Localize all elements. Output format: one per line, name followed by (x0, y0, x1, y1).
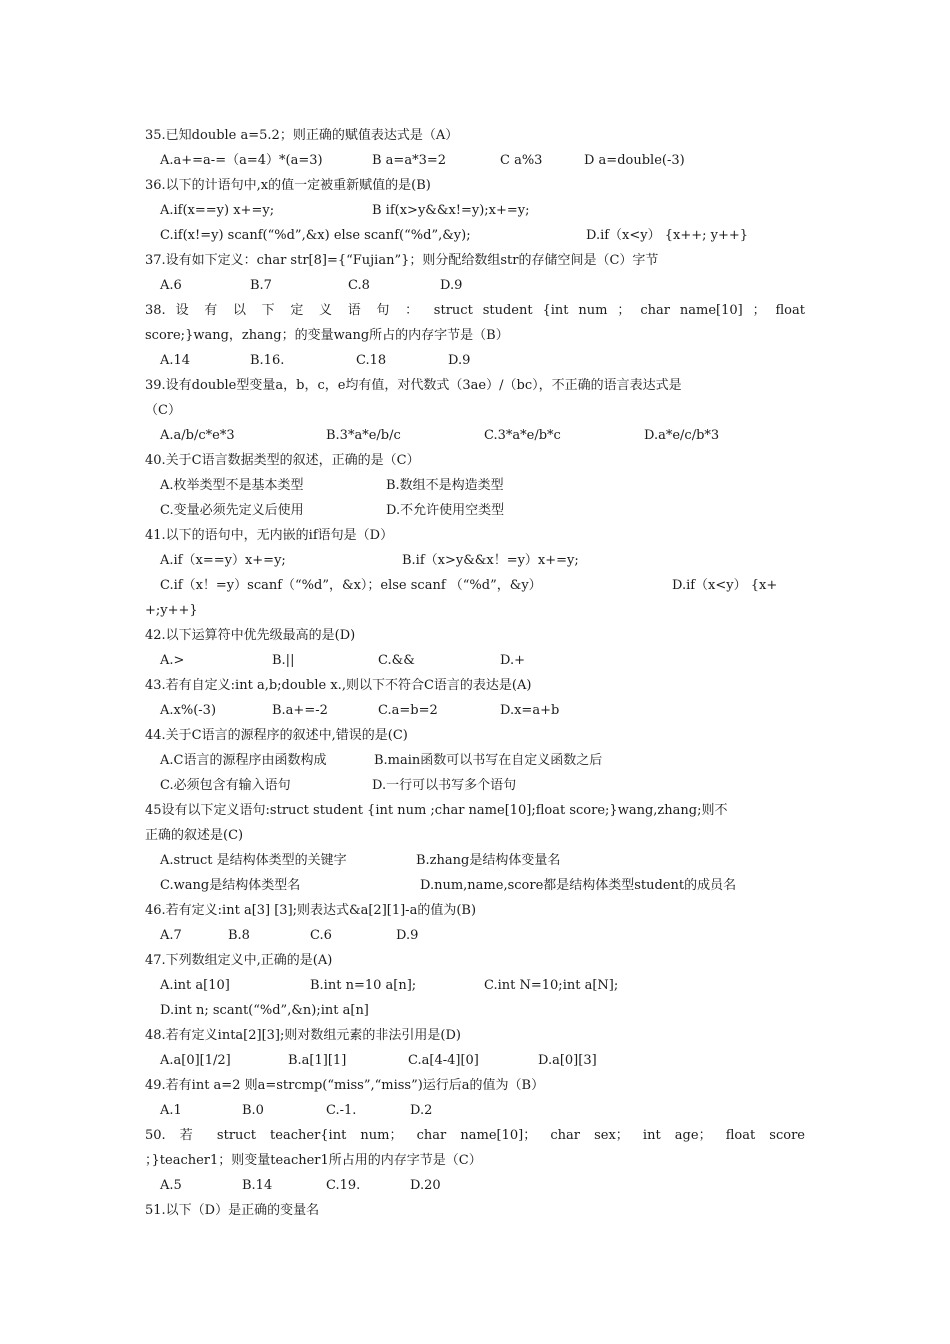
option-c: C.int N=10;int a[N]; (484, 978, 619, 993)
option-d: D.a*e/c/b*3 (644, 428, 720, 443)
question-50-stem: 50. 若 struct teacher{int num； char name[10]； char sex； int age； float score (145, 1128, 805, 1143)
option-b: B.数组不是构造类型 (386, 478, 504, 493)
option-b: B.14 (242, 1178, 273, 1193)
question-39-stem-cont: （C） (145, 403, 181, 418)
option-d: D.+ (500, 653, 525, 668)
option-b: B.a+=-2 (272, 703, 328, 718)
option-c: C.19. (326, 1178, 361, 1193)
option-b: B.main函数可以书写在自定义函数之后 (374, 753, 603, 768)
option-d: D.一行可以书写多个语句 (372, 778, 517, 793)
option-c: C.6 (310, 928, 332, 943)
option-b: B.if（x>y&&x！=y）x+=y; (402, 553, 579, 568)
option-d-cont: +;y++} (145, 603, 198, 618)
option-c: C.a[4-4][0] (408, 1053, 479, 1068)
option-d: D.a[0][3] (538, 1053, 597, 1068)
question-44-stem: 44.关于C语言的源程序的叙述中,错误的是(C) (145, 728, 408, 743)
option-d: D.int n; scant(“%d”,&n);int a[n] (160, 1003, 369, 1018)
option-b: B.zhang是结构体变量名 (416, 853, 561, 868)
option-a: A.int a[10] (160, 978, 230, 993)
option-d: D.x=a+b (500, 703, 560, 718)
question-39-stem: 39.设有double型变量a，b，c，e均有值，对代数式（3ae）/（bc），不正确的语言表达式是 (145, 378, 682, 393)
option-b: B.0 (242, 1103, 264, 1118)
option-a: A.> (160, 653, 185, 668)
option-a: A.if(x==y) x+=y; (160, 203, 275, 218)
option-b: B.|| (272, 653, 295, 668)
option-a: A.x%(-3) (160, 703, 217, 718)
option-d: D.num,name,score都是结构体类型student的成员名 (420, 878, 737, 893)
option-b: B.7 (250, 278, 272, 293)
option-a: A.14 (160, 353, 191, 368)
option-c: C.-1. (326, 1103, 357, 1118)
option-c: C.wang是结构体类型名 (160, 878, 301, 893)
option-b: B a=a*3=2 (372, 153, 447, 168)
option-d: D.if（x<y） {x++; y++} (586, 228, 749, 243)
option-a: A.6 (160, 278, 182, 293)
option-c: C a%3 (500, 153, 543, 168)
option-a: A.5 (160, 1178, 182, 1193)
option-c: C.if(x!=y) scanf(“%d”,&x) else scanf(“%d”,&y); (160, 228, 471, 243)
option-d: D.2 (410, 1103, 433, 1118)
option-d: D.20 (410, 1178, 441, 1193)
question-47-stem: 47.下列数组定义中,正确的是(A) (145, 953, 333, 968)
question-35-stem: 35.已知double a=5.2；则正确的赋值表达式是（A） (145, 128, 459, 143)
option-a: A.a+=a-=（a=4）*(a=3) (160, 153, 323, 168)
option-b: B.16. (250, 353, 285, 368)
question-43-stem: 43.若有自定义:int a,b;double x.,则以下不符合C语言的表达是(A) (145, 678, 532, 693)
question-51-stem: 51.以下（D）是正确的变量名 (145, 1203, 320, 1218)
option-a: A.if（x==y）x+=y; (160, 553, 286, 568)
question-45-stem-cont: 正确的叙述是(C) (145, 828, 244, 843)
option-d: D.9 (396, 928, 419, 943)
question-48-stem: 48.若有定义inta[2][3];则对数组元素的非法引用是(D) (145, 1028, 461, 1043)
option-c: C.a=b=2 (378, 703, 438, 718)
option-c: C.18 (356, 353, 387, 368)
option-a: A.7 (160, 928, 182, 943)
question-46-stem: 46.若有定义:int a[3] [3];则表达式&a[2][1]-a的值为(B) (145, 903, 477, 918)
option-b: B.a[1][1] (288, 1053, 347, 1068)
option-a: A.a/b/c*e*3 (160, 428, 235, 443)
question-38-stem-cont: score;}wang，zhang；的变量wang所占的内存字节是（B） (145, 328, 509, 343)
option-c: C.3*a*e/b*c (484, 428, 561, 443)
option-b: B.8 (228, 928, 250, 943)
option-c: C.必须包含有输入语句 (160, 778, 291, 793)
option-d: D a=double(-3) (584, 153, 685, 168)
question-36-stem: 36.以下的计语句中,x的值一定被重新赋值的是(B) (145, 178, 431, 193)
option-d: D.if（x<y） {x+ (672, 578, 778, 593)
option-b: B if(x>y&&x!=y);x+=y; (372, 203, 530, 218)
option-a: A.a[0][1/2] (160, 1053, 231, 1068)
question-37-stem: 37.设有如下定义：char str[8]={“Fujian”}；则分配给数组str的存储空间是（C）字节 (145, 253, 659, 268)
question-45-stem: 45设有以下定义语句:struct student {int num ;char name[10];float score;}wang,zhang;则不 (145, 803, 728, 818)
option-a: A.1 (160, 1103, 182, 1118)
option-d: D.不允许使用空类型 (386, 503, 505, 518)
question-42-stem: 42.以下运算符中优先级最高的是(D) (145, 628, 356, 643)
question-38-stem: 38. 设 有 以 下 定 义 语 句 ： struct student {int num ； char name[10] ； float (145, 303, 805, 318)
question-41-stem: 41.以下的语句中，无内嵌的if语句是（D） (145, 528, 394, 543)
option-c: C.if（x！=y）scanf（“%d”，&x）；else scanf （“%d”，&y） (160, 578, 542, 593)
option-b: B.3*a*e/b/c (326, 428, 401, 443)
option-d: D.9 (448, 353, 471, 368)
question-40-stem: 40.关于C语言数据类型的叙述，正确的是（C） (145, 453, 420, 468)
option-a: A.C语言的源程序由函数构成 (160, 753, 327, 768)
option-d: D.9 (440, 278, 463, 293)
option-a: A.枚举类型不是基本类型 (160, 478, 304, 493)
option-c: C.&& (378, 653, 415, 668)
option-a: A.struct 是结构体类型的关键字 (160, 853, 347, 868)
option-b: B.int n=10 a[n]; (310, 978, 417, 993)
option-c: C.8 (348, 278, 370, 293)
question-49-stem: 49.若有int a=2 则a=strcmp(“miss”,“miss”)运行后a的值为（B） (145, 1078, 545, 1093)
question-50-stem-cont: ；}teacher1；则变量teacher1所占用的内存字节是（C） (145, 1153, 482, 1168)
option-c: C.变量必须先定义后使用 (160, 503, 304, 518)
